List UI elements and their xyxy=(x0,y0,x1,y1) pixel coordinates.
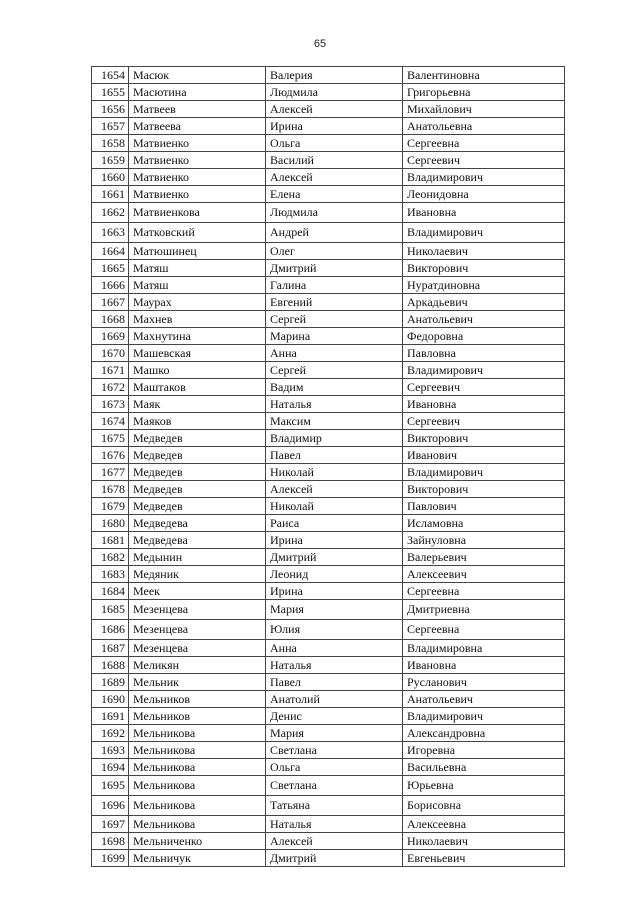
first-name-cell: Вадим xyxy=(266,379,403,396)
patronymic-cell: Сергеевич xyxy=(403,152,565,169)
row-number-cell: 1663 xyxy=(92,223,129,243)
patronymic-cell: Павловна xyxy=(403,345,565,362)
patronymic-cell: Владимирович xyxy=(403,362,565,379)
row-number-cell: 1689 xyxy=(92,674,129,691)
patronymic-cell: Викторович xyxy=(403,481,565,498)
row-number-cell: 1687 xyxy=(92,640,129,657)
surname-cell: Маурах xyxy=(129,294,266,311)
first-name-cell: Галина xyxy=(266,277,403,294)
patronymic-cell: Анатольевич xyxy=(403,311,565,328)
patronymic-cell: Борисовна xyxy=(403,796,565,816)
surname-cell: Матковский xyxy=(129,223,266,243)
surname-cell: Матвеева xyxy=(129,118,266,135)
table-row xyxy=(92,118,565,135)
row-number-cell: 1678 xyxy=(92,481,129,498)
patronymic-cell: Леонидовна xyxy=(403,186,565,203)
first-name-cell: Анна xyxy=(266,640,403,657)
table-row xyxy=(92,674,565,691)
first-name-cell: Василий xyxy=(266,152,403,169)
patronymic-cell: Павлович xyxy=(403,498,565,515)
patronymic-cell: Сергеевна xyxy=(403,583,565,600)
page-number: 65 xyxy=(313,38,327,50)
table-row xyxy=(92,833,565,850)
table-row xyxy=(92,850,565,867)
patronymic-cell: Григорьевна xyxy=(403,84,565,101)
row-number-cell: 1662 xyxy=(92,203,129,223)
surname-cell: Мельникова xyxy=(129,742,266,759)
first-name-cell: Дмитрий xyxy=(266,549,403,566)
table-row xyxy=(92,277,565,294)
surname-cell: Маяк xyxy=(129,396,266,413)
patronymic-cell: Васильевна xyxy=(403,759,565,776)
patronymic-cell: Сергеевна xyxy=(403,135,565,152)
row-number-cell: 1697 xyxy=(92,816,129,833)
first-name-cell: Раиса xyxy=(266,515,403,532)
surname-cell: Махнутина xyxy=(129,328,266,345)
row-number-cell: 1677 xyxy=(92,464,129,481)
table-row xyxy=(92,186,565,203)
first-name-cell: Дмитрий xyxy=(266,850,403,867)
patronymic-cell: Исламовна xyxy=(403,515,565,532)
patronymic-cell: Владимирович xyxy=(403,223,565,243)
first-name-cell: Анатолий xyxy=(266,691,403,708)
surname-cell: Машевская xyxy=(129,345,266,362)
patronymic-cell: Ивановна xyxy=(403,657,565,674)
table-row xyxy=(92,294,565,311)
surname-cell: Матвиенко xyxy=(129,135,266,152)
patronymic-cell: Дмитриевна xyxy=(403,600,565,620)
row-number-cell: 1666 xyxy=(92,277,129,294)
row-number-cell: 1683 xyxy=(92,566,129,583)
row-number-cell: 1664 xyxy=(92,243,129,260)
table-row xyxy=(92,796,565,816)
surname-cell: Медведев xyxy=(129,498,266,515)
first-name-cell: Мария xyxy=(266,600,403,620)
table-row xyxy=(92,84,565,101)
first-name-cell: Сергей xyxy=(266,362,403,379)
row-number-cell: 1670 xyxy=(92,345,129,362)
patronymic-cell: Русланович xyxy=(403,674,565,691)
row-number-cell: 1675 xyxy=(92,430,129,447)
patronymic-cell: Николаевич xyxy=(403,243,565,260)
first-name-cell: Максим xyxy=(266,413,403,430)
row-number-cell: 1684 xyxy=(92,583,129,600)
surname-cell: Мезенцева xyxy=(129,600,266,620)
row-number-cell: 1698 xyxy=(92,833,129,850)
surname-cell: Матвиенко xyxy=(129,152,266,169)
row-number-cell: 1694 xyxy=(92,759,129,776)
row-number-cell: 1659 xyxy=(92,152,129,169)
patronymic-cell: Владимирович xyxy=(403,708,565,725)
first-name-cell: Ольга xyxy=(266,135,403,152)
row-number-cell: 1685 xyxy=(92,600,129,620)
patronymic-cell: Анатольевна xyxy=(403,118,565,135)
table-row xyxy=(92,430,565,447)
surname-cell: Матяш xyxy=(129,260,266,277)
patronymic-cell: Сергеевич xyxy=(403,413,565,430)
surname-cell: Медведев xyxy=(129,447,266,464)
patronymic-cell: Владимировна xyxy=(403,640,565,657)
surname-cell: Матвиенкова xyxy=(129,203,266,223)
row-number-cell: 1671 xyxy=(92,362,129,379)
surname-cell: Медынин xyxy=(129,549,266,566)
table-row xyxy=(92,311,565,328)
table-row xyxy=(92,447,565,464)
patronymic-cell: Анатольевич xyxy=(403,691,565,708)
row-number-cell: 1699 xyxy=(92,850,129,867)
surname-cell: Медведев xyxy=(129,481,266,498)
surname-cell: Матвеев xyxy=(129,101,266,118)
patronymic-cell: Зайнуловна xyxy=(403,532,565,549)
patronymic-cell: Михайлович xyxy=(403,101,565,118)
row-number-cell: 1674 xyxy=(92,413,129,430)
first-name-cell: Николай xyxy=(266,464,403,481)
patronymic-cell: Владимирович xyxy=(403,169,565,186)
row-number-cell: 1692 xyxy=(92,725,129,742)
table-row xyxy=(92,203,565,223)
surname-cell: Мельникова xyxy=(129,759,266,776)
surname-cell: Матяш xyxy=(129,277,266,294)
first-name-cell: Алексей xyxy=(266,101,403,118)
surname-cell: Масюк xyxy=(129,67,266,84)
first-name-cell: Ирина xyxy=(266,583,403,600)
row-number-cell: 1682 xyxy=(92,549,129,566)
first-name-cell: Алексей xyxy=(266,481,403,498)
table-row xyxy=(92,549,565,566)
row-number-cell: 1690 xyxy=(92,691,129,708)
table-row xyxy=(92,725,565,742)
table-row xyxy=(92,566,565,583)
row-number-cell: 1686 xyxy=(92,620,129,640)
table-row xyxy=(92,152,565,169)
row-number-cell: 1667 xyxy=(92,294,129,311)
patronymic-cell: Игоревна xyxy=(403,742,565,759)
patronymic-cell: Сергеевич xyxy=(403,379,565,396)
row-number-cell: 1661 xyxy=(92,186,129,203)
row-number-cell: 1673 xyxy=(92,396,129,413)
surname-cell: Мезенцева xyxy=(129,640,266,657)
patronymic-cell: Викторович xyxy=(403,430,565,447)
table-row xyxy=(92,640,565,657)
table-row xyxy=(92,759,565,776)
patronymic-cell: Юрьевна xyxy=(403,776,565,796)
table-row xyxy=(92,362,565,379)
table-row xyxy=(92,396,565,413)
table-row xyxy=(92,464,565,481)
roster-table xyxy=(91,66,565,867)
patronymic-cell: Ивановна xyxy=(403,396,565,413)
first-name-cell: Сергей xyxy=(266,311,403,328)
surname-cell: Маяков xyxy=(129,413,266,430)
first-name-cell: Людмила xyxy=(266,203,403,223)
first-name-cell: Валерия xyxy=(266,67,403,84)
first-name-cell: Павел xyxy=(266,447,403,464)
table-row xyxy=(92,413,565,430)
patronymic-cell: Викторович xyxy=(403,260,565,277)
table-row xyxy=(92,532,565,549)
roster-body xyxy=(92,67,565,867)
table-row xyxy=(92,498,565,515)
row-number-cell: 1693 xyxy=(92,742,129,759)
surname-cell: Мельничук xyxy=(129,850,266,867)
first-name-cell: Владимир xyxy=(266,430,403,447)
first-name-cell: Алексей xyxy=(266,833,403,850)
first-name-cell: Андрей xyxy=(266,223,403,243)
surname-cell: Мельникова xyxy=(129,816,266,833)
patronymic-cell: Валентиновна xyxy=(403,67,565,84)
patronymic-cell: Александровна xyxy=(403,725,565,742)
table-row xyxy=(92,379,565,396)
row-number-cell: 1660 xyxy=(92,169,129,186)
surname-cell: Мезенцева xyxy=(129,620,266,640)
row-number-cell: 1696 xyxy=(92,796,129,816)
surname-cell: Мельникова xyxy=(129,776,266,796)
first-name-cell: Людмила xyxy=(266,84,403,101)
surname-cell: Масютина xyxy=(129,84,266,101)
surname-cell: Медведев xyxy=(129,430,266,447)
table-row xyxy=(92,620,565,640)
table-row xyxy=(92,742,565,759)
first-name-cell: Ирина xyxy=(266,532,403,549)
table-row xyxy=(92,223,565,243)
first-name-cell: Денис xyxy=(266,708,403,725)
table-row xyxy=(92,708,565,725)
surname-cell: Матвиенко xyxy=(129,186,266,203)
surname-cell: Медведева xyxy=(129,515,266,532)
table-row xyxy=(92,260,565,277)
table-row xyxy=(92,481,565,498)
first-name-cell: Евгений xyxy=(266,294,403,311)
patronymic-cell: Валерьевич xyxy=(403,549,565,566)
patronymic-cell: Алексеевич xyxy=(403,566,565,583)
first-name-cell: Ирина xyxy=(266,118,403,135)
first-name-cell: Олег xyxy=(266,243,403,260)
first-name-cell: Мария xyxy=(266,725,403,742)
table-row xyxy=(92,583,565,600)
first-name-cell: Ольга xyxy=(266,759,403,776)
patronymic-cell: Иванович xyxy=(403,447,565,464)
first-name-cell: Дмитрий xyxy=(266,260,403,277)
row-number-cell: 1658 xyxy=(92,135,129,152)
patronymic-cell: Алексеевна xyxy=(403,816,565,833)
surname-cell: Мельников xyxy=(129,691,266,708)
row-number-cell: 1654 xyxy=(92,67,129,84)
surname-cell: Матвиенко xyxy=(129,169,266,186)
table-row xyxy=(92,169,565,186)
table-row xyxy=(92,515,565,532)
first-name-cell: Анна xyxy=(266,345,403,362)
first-name-cell: Леонид xyxy=(266,566,403,583)
patronymic-cell: Сергеевна xyxy=(403,620,565,640)
table-row xyxy=(92,243,565,260)
table-row xyxy=(92,345,565,362)
row-number-cell: 1681 xyxy=(92,532,129,549)
patronymic-cell: Владимирович xyxy=(403,464,565,481)
first-name-cell: Светлана xyxy=(266,776,403,796)
row-number-cell: 1691 xyxy=(92,708,129,725)
first-name-cell: Наталья xyxy=(266,816,403,833)
table-row xyxy=(92,67,565,84)
first-name-cell: Алексей xyxy=(266,169,403,186)
surname-cell: Меликян xyxy=(129,657,266,674)
surname-cell: Мельникова xyxy=(129,796,266,816)
patronymic-cell: Ивановна xyxy=(403,203,565,223)
first-name-cell: Елена xyxy=(266,186,403,203)
row-number-cell: 1656 xyxy=(92,101,129,118)
patronymic-cell: Николаевич xyxy=(403,833,565,850)
surname-cell: Мельниченко xyxy=(129,833,266,850)
table-row xyxy=(92,328,565,345)
row-number-cell: 1680 xyxy=(92,515,129,532)
surname-cell: Мельник xyxy=(129,674,266,691)
patronymic-cell: Евгеньевич xyxy=(403,850,565,867)
surname-cell: Медведев xyxy=(129,464,266,481)
first-name-cell: Светлана xyxy=(266,742,403,759)
row-number-cell: 1657 xyxy=(92,118,129,135)
surname-cell: Маштаков xyxy=(129,379,266,396)
row-number-cell: 1665 xyxy=(92,260,129,277)
row-number-cell: 1668 xyxy=(92,311,129,328)
surname-cell: Медяник xyxy=(129,566,266,583)
first-name-cell: Наталья xyxy=(266,657,403,674)
first-name-cell: Юлия xyxy=(266,620,403,640)
table-row xyxy=(92,691,565,708)
surname-cell: Матюшинец xyxy=(129,243,266,260)
table-row xyxy=(92,101,565,118)
surname-cell: Мельников xyxy=(129,708,266,725)
table-row xyxy=(92,776,565,796)
table-row xyxy=(92,135,565,152)
surname-cell: Махнев xyxy=(129,311,266,328)
row-number-cell: 1655 xyxy=(92,84,129,101)
surname-cell: Мельникова xyxy=(129,725,266,742)
row-number-cell: 1669 xyxy=(92,328,129,345)
first-name-cell: Николай xyxy=(266,498,403,515)
surname-cell: Меек xyxy=(129,583,266,600)
first-name-cell: Наталья xyxy=(266,396,403,413)
row-number-cell: 1695 xyxy=(92,776,129,796)
patronymic-cell: Федоровна xyxy=(403,328,565,345)
row-number-cell: 1676 xyxy=(92,447,129,464)
table-row xyxy=(92,816,565,833)
patronymic-cell: Аркадьевич xyxy=(403,294,565,311)
surname-cell: Медведева xyxy=(129,532,266,549)
table-row xyxy=(92,657,565,674)
row-number-cell: 1672 xyxy=(92,379,129,396)
row-number-cell: 1679 xyxy=(92,498,129,515)
table-row xyxy=(92,600,565,620)
first-name-cell: Татьяна xyxy=(266,796,403,816)
patronymic-cell: Нуратдиновна xyxy=(403,277,565,294)
first-name-cell: Марина xyxy=(266,328,403,345)
surname-cell: Машко xyxy=(129,362,266,379)
row-number-cell: 1688 xyxy=(92,657,129,674)
first-name-cell: Павел xyxy=(266,674,403,691)
